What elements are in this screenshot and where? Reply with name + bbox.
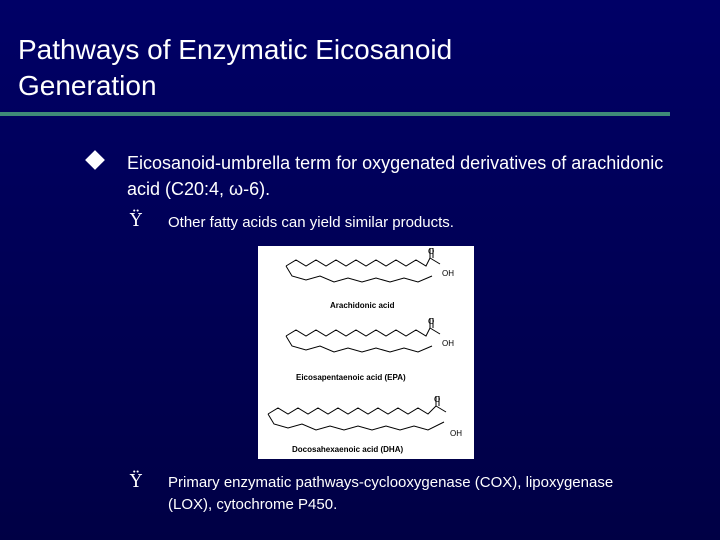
dha-chain (268, 406, 436, 414)
dha-o: O (434, 395, 441, 404)
arachidonic-o: O (428, 247, 435, 256)
title-divider (0, 112, 670, 116)
epa-label: Eicosapentaenoic acid (EPA) (296, 373, 406, 382)
epa-chain (286, 328, 430, 336)
dha-label: Docosahexaenoic acid (DHA) (292, 445, 404, 454)
arachidonic-oh: OH (442, 269, 454, 278)
dha-oh: OH (450, 429, 462, 438)
sub-bullet-marker-2: Ÿ (130, 471, 142, 492)
arachidonic-tail (286, 266, 432, 282)
fatty-acid-structures-figure (258, 246, 474, 459)
sub-bullet-text-1: Other fatty acids can yield similar products. (168, 214, 454, 231)
sub-bullet-text-2: Primary enzymatic pathways-cyclooxygenase (COX), lipoxygenase (LOX), cytochrome P450. (168, 474, 614, 513)
structures-svg (258, 246, 474, 459)
arachidonic-label: Arachidonic acid (330, 301, 395, 310)
epa-tail (286, 336, 432, 352)
diamond-bullet-icon (85, 150, 105, 170)
dha-tail (268, 414, 444, 430)
epa-oh: OH (442, 339, 454, 348)
epa-o: O (428, 317, 435, 326)
sub-bullet-marker-1: Ÿ (130, 210, 142, 231)
slide-title: Pathways of Enzymatic Eicosanoid Generation (18, 34, 453, 101)
main-bullet-text: Eicosanoid-umbrella term for oxygenated derivatives of arachidonic acid (C20:4, ω-6). (127, 153, 664, 199)
arachidonic-chain (286, 258, 430, 266)
